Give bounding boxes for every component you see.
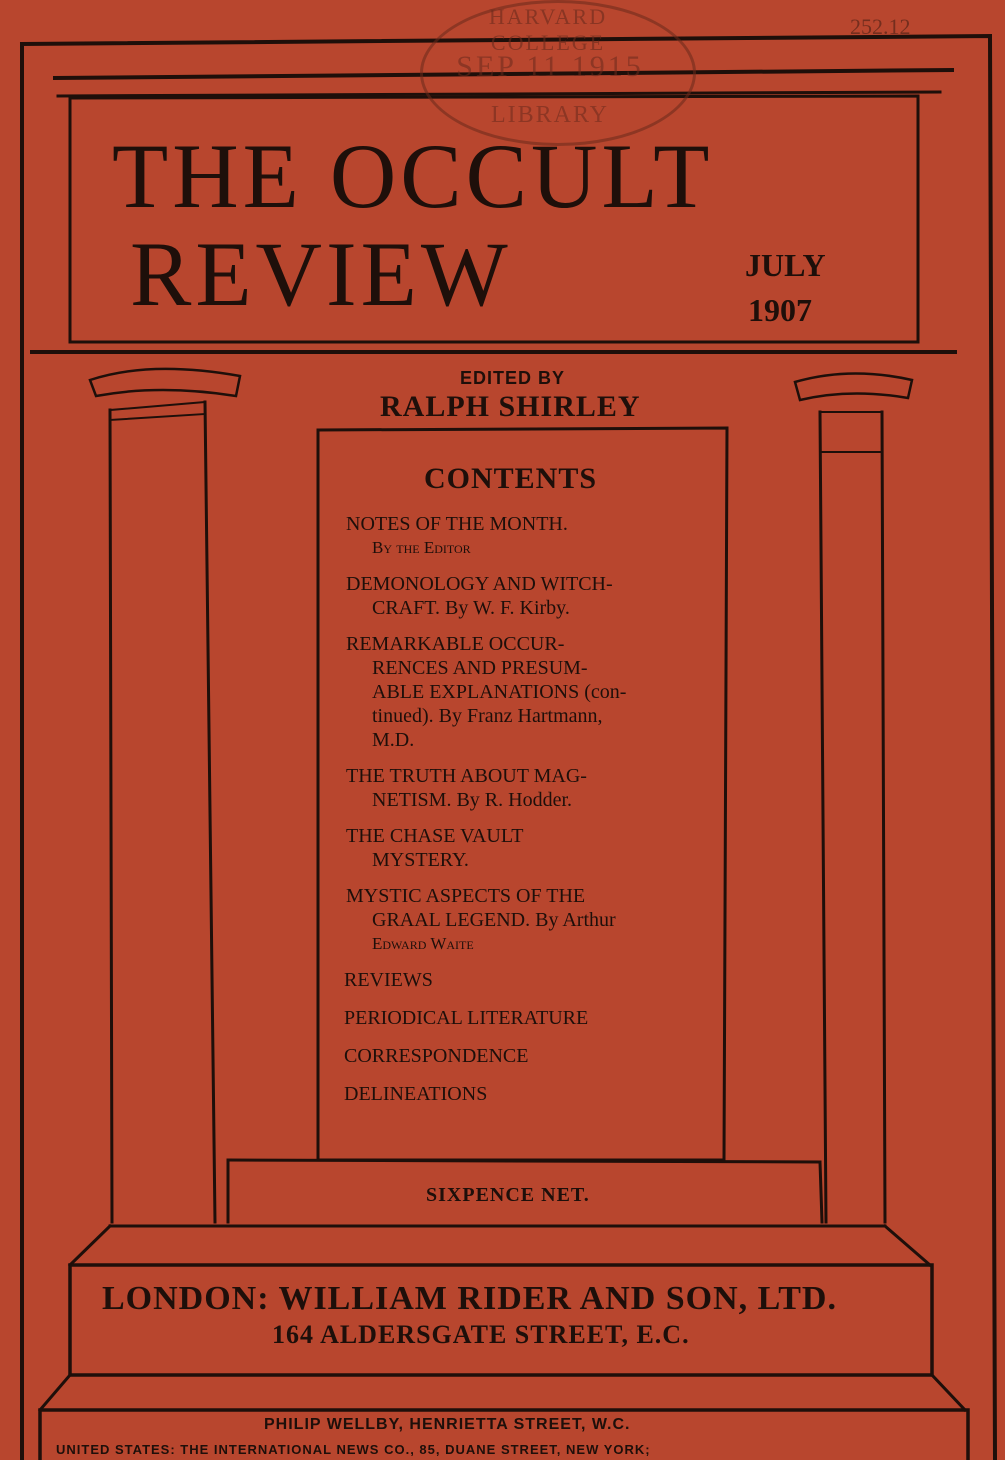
stamp-date: SEP 11 1915 — [456, 50, 644, 83]
contents-entry — [346, 824, 523, 872]
entry-line: ABLE EXPLANATIONS (con- — [372, 681, 627, 703]
entry-byline: By the Editor — [372, 538, 471, 557]
contents-entry — [346, 572, 613, 620]
right-column — [820, 412, 885, 1222]
contents-entry: REVIEWS — [344, 969, 433, 991]
entry-line: THE TRUTH ABOUT MAG- — [346, 765, 587, 787]
entry-line: DEMONOLOGY AND WITCH- — [346, 573, 613, 595]
agent-line-2: UNITED STATES: THE INTERNATIONAL NEWS CO., 85, DUANE STREET, NEW YORK; — [56, 1442, 651, 1457]
shelf-mark: 252.12 — [850, 14, 911, 39]
editor-name: RALPH SHIRLEY — [380, 390, 641, 423]
contents-entry — [346, 764, 587, 812]
right-capital — [795, 373, 912, 400]
publisher-name: LONDON: WILLIAM RIDER AND SON, LTD. — [102, 1280, 837, 1317]
entry-line: tinued). By Franz Hartmann, — [372, 705, 603, 727]
issue-month: JULY — [745, 247, 826, 283]
contents-entry — [346, 632, 626, 752]
entry-line: M.D. — [372, 729, 415, 751]
entry-line: THE CHASE VAULT — [346, 825, 524, 847]
contents-entry: CORRESPONDENCE — [344, 1045, 529, 1067]
entry-line: MYSTERY. — [372, 849, 469, 871]
edited-by-label: EDITED BY — [460, 368, 566, 388]
price-label: SIXPENCE NET. — [426, 1184, 590, 1206]
entry-line: CRAFT. By W. F. Kirby. — [372, 597, 570, 619]
issue-year: 1907 — [748, 292, 812, 328]
entry-line: RENCES AND PRESUM- — [372, 657, 588, 679]
left-column — [110, 402, 215, 1222]
title-line-1: THE OCCULT — [112, 125, 714, 227]
entry-byline: Edward Waite — [372, 934, 474, 953]
entry-line: MYSTIC ASPECTS OF THE — [346, 885, 586, 907]
publisher-address: 164 ALDERSGATE STREET, E.C. — [272, 1320, 690, 1349]
entry-line: NOTES OF THE MONTH. — [346, 513, 568, 535]
agent-line-1: PHILIP WELLBY, HENRIETTA STREET, W.C. — [264, 1416, 631, 1433]
stamp-bottom-text: LIBRARY — [490, 102, 609, 128]
contents-entry — [346, 512, 568, 560]
left-capital — [90, 369, 240, 396]
contents-entry: PERIODICAL LITERATURE — [344, 1007, 589, 1029]
entry-line: GRAAL LEGEND. By Arthur — [372, 909, 616, 931]
contents-entry — [346, 884, 616, 956]
entry-line: REMARKABLE OCCUR- — [346, 633, 565, 655]
stamp-top-text: HARVARD COLLEGE — [488, 4, 608, 55]
base-slope — [40, 1375, 965, 1410]
pedestal-slope — [70, 1226, 930, 1265]
entry-line: NETISM. By R. Hodder. — [372, 789, 572, 811]
contents-heading: CONTENTS — [424, 462, 598, 495]
contents-entry: DELINEATIONS — [344, 1083, 488, 1105]
title-line-2: REVIEW — [130, 223, 512, 325]
contents-base — [228, 1160, 820, 1162]
